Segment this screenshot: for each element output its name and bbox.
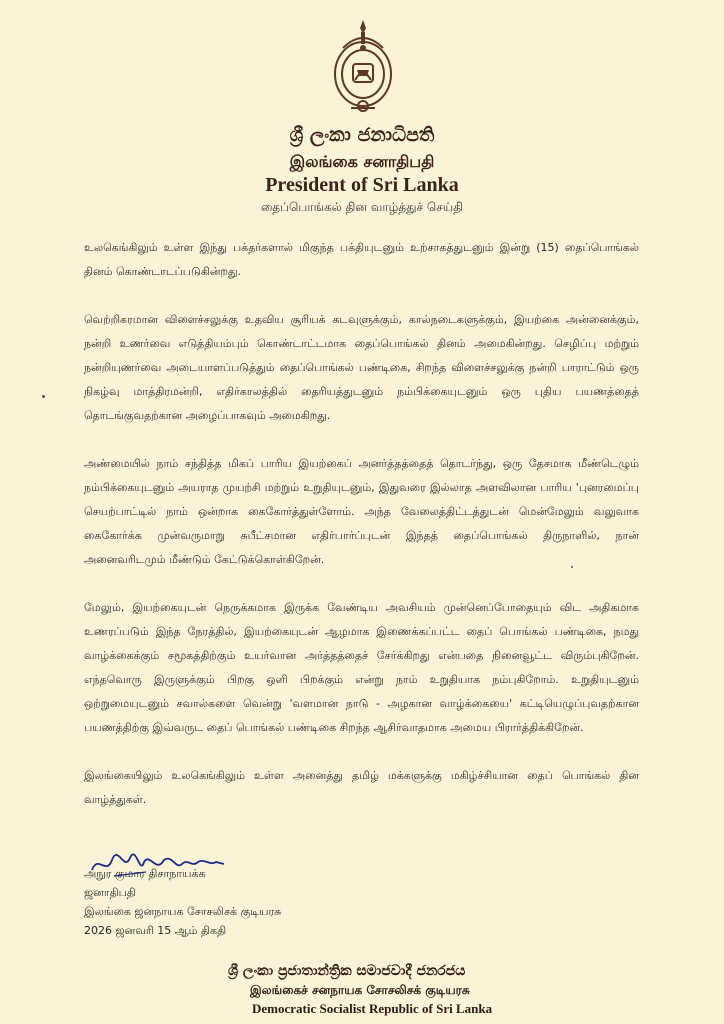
paragraph: வெற்றிகரமான விளைச்சலுக்கு உதவிய சூரியக் கடவுளுக்கும், கால்நடைகளுக்கும், இயற்கை அன்னைக்கும், நன்றி உணர்வை எடுத்தியம்பும் கொண்டாட்டமாக தைப்பொங்கல் தினம் அமைகின்றது. செழிப்பு மற்றும் நன்றியுணர்வை அடையாளப்படுத்தும் தைப்பொங்கல் பண்டிகை, சிறந்த விளைச்சலுக்கு நன்றி பாராட்டும் ஒரு நிகழ்வு மாத்திரமன்றி, எதிர்காலத்தில் தைரியத்துடனும் நம்பிக்கையுடனும் ஒரு புதிய பயணத்தைத் தொடங்குவதற்கான அழைப்பாகவும் அமைகிறது. [84,313,639,422]
paragraph: அண்மையில் நாம் சந்தித்த மிகப் பாரிய இயற்கைப் அனர்த்தத்தைத் தொடர்ந்து, ஒரு தேசமாக மீண்டெழும் நம்பிக்கையுடனும் அயராத முயற்சி மற்றும் உறுதியுடனும், இதுவரை இல்லாத அளவிலான பாரிய 'புனரமைப்பு செயற்பாட்டில் நாம் ஒன்றாக கைகோர்த்துள்ளோம். அந்த வேலைத்திட்டத்துடன் மென்மேலும் வலுவாக கைகோர்க்க முன்வருமாறு சுபீட்சமான எதிர்பார்ப்புடன் இந்தத் தைப்பொங்கல் திருநாளில், நான் அனைவரிடமும் மீண்டும் கேட்டுக்கொள்கிறேன். [84,457,639,566]
sri-lanka-emblem-icon [331,18,395,118]
english-title: President of Sri Lanka [265,174,459,196]
signatory-country: இலங்கை ஜனநாயக சோசலிசக் குடியரசு [84,905,282,918]
paragraph: உலகெங்கிலும் உள்ள இந்து பக்தர்களால் மிகுந்த பக்தியுடனும் உற்சாகத்துடனும் இன்று (15) தைப்பொங்கல் தினம் கொண்டாடப்படுகின்றது. [84,241,639,278]
scan-speck [42,395,45,398]
footer-tamil: இலங்கைச் சனநாயக சோசலிசக் குடியரசு [250,983,470,997]
signatory-title: ஜனாதிபதி [84,886,136,899]
signature-block [84,850,384,940]
tamil-title: இலங்கை சனாதிபதி [289,152,435,171]
signatory-name: அநுர குமார திசாநாயக்க [84,867,206,880]
footer-sinhala: ශ්‍රී ලංකා ප්‍රජාතාන්ත්‍රික සමාජවාදී ජනරජය [228,963,466,979]
letter-date: 2026 ஜனவரி 15 ஆம் திகதி [84,924,227,937]
message-subtitle: தைப்பொங்கல் தின வாழ்த்துச் செய்தி [260,200,464,214]
paragraph: மேலும், இயற்கையுடன் நெருக்கமாக இருக்க வேண்டிய அவசியம் முன்னெப்போதையும் விட அதிகமாக உணரப்படும் இந்த நேரத்தில், இயற்கையுடன் ஆழமாக இணைக்கப்பட்ட தைப் பொங்கல் பண்டிகை, நமது வாழ்க்கைக்கும் சமூகத்திற்கும் உயர்வான அர்த்தத்தைச் சேர்க்கிறது என்பதை நினைவூட்ட விரும்புகிறேன். எந்தவொரு இருளுக்கும் பிறகு ஒளி பிறக்கும் என்று நாம் உறுதியாக நம்புகிறோம். உறுதியுடனும் ஒற்றுமையுடனும் சவால்களை வென்று 'வளமான நாடு - அழகான வாழ்க்கையை' கட்டியெழுப்புவதற்கான பயணத்திற்கு இவ்வருட தைப் பொங்கல் பண்டிகை சிறந்த ஆசிர்வாதமாக அமைய பிரார்த்திக்கிறேன். [84,601,639,734]
scan-speck [571,566,573,568]
message-body [84,236,639,836]
paragraph: இலங்கையிலும் உலகெங்கிலும் உள்ள அனைத்து தமிழ் மக்களுக்கு மகிழ்ச்சியான தைப் பொங்கல் தின வாழ்த்துகள். [84,769,639,806]
signature-scribble-icon [84,850,234,880]
footer-english: Democratic Socialist Republic of Sri Lanka [252,1001,493,1016]
sinhala-title: ශ්‍රී ලංකා ජනාධිපති [289,124,435,146]
